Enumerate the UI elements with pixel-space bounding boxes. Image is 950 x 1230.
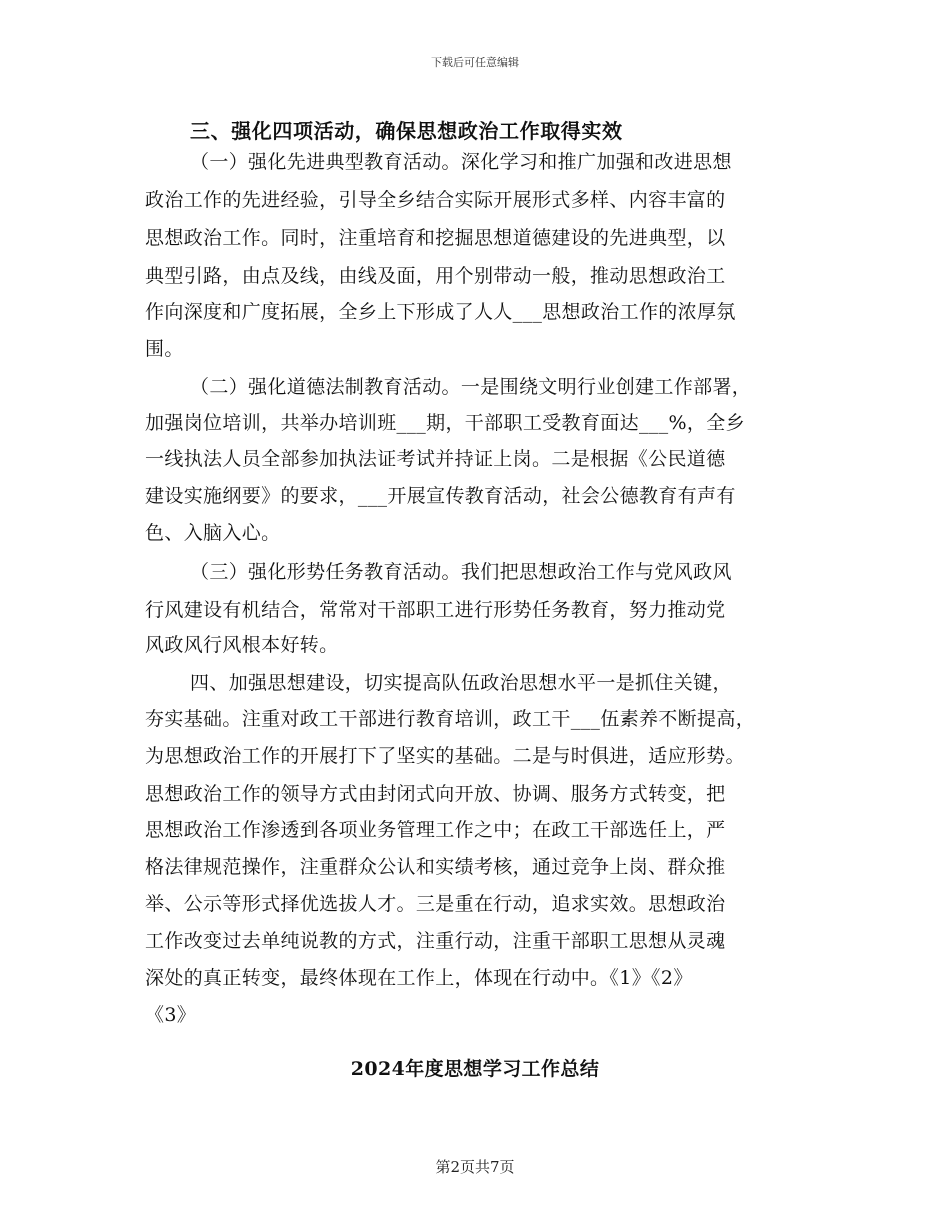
body-line: 《3》: [145, 1004, 197, 1026]
body-line: （三）强化形势任务教育活动。我们把思想政治工作与党风政风: [190, 561, 732, 583]
body-line: 举、公示等形式择优选拔人才。三是重在行动，追求实效。思想政治: [145, 893, 726, 915]
body-line: 格法律规范操作，注重群众公认和实绩考核，通过竞争上岗、群众推: [145, 856, 726, 878]
body-line: 典型引路，由点及线，由线及面，用个别带动一般，推动思想政治工: [145, 265, 726, 287]
body-line: 色、入脑入心。: [145, 522, 281, 544]
body-line: 工作改变过去单纯说教的方式，注重行动，注重干部职工思想从灵魂: [145, 930, 726, 952]
body-line: 作向深度和广度拓展，全乡上下形成了人人___思想政治工作的浓厚氛: [145, 301, 736, 323]
body-line: 思想政治工作的领导方式由封闭式向开放、协调、服务方式转变，把: [145, 783, 726, 805]
page-header-note: 下载后可任意编辑: [431, 56, 519, 69]
section-heading: 三、强化四项活动，确保思想政治工作取得实效: [190, 119, 623, 143]
body-line: 思想政治工作渗透到各项业务管理工作之中；在政工干部选任上，严: [145, 819, 726, 841]
document-title: 2024年度思想学习工作总结: [350, 1058, 600, 1080]
body-line: 夯实基础。注重对政工干部进行教育培训，政工干___伍素养不断提高，: [145, 708, 756, 730]
body-line: 深处的真正转变，最终体现在工作上，体现在行动中。《1》《2》: [145, 967, 693, 989]
body-line: 为思想政治工作的开展打下了坚实的基础。二是与时俱进，适应形势。: [145, 745, 745, 767]
body-line: 一线执法人员全部参加执法证考试并持证上岗。二是根据《公民道德: [145, 448, 726, 470]
body-line: 政治工作的先进经验，引导全乡结合实际开展形式多样、内容丰富的: [145, 189, 726, 211]
body-line: 风政风行风根本好转。: [145, 634, 339, 656]
body-line: 建设实施纲要》的要求，___开展宣传教育活动，社会公德教育有声有: [145, 485, 736, 507]
body-line: （二）强化道德法制教育活动。一是围绕文明行业创建工作部署，: [190, 376, 752, 398]
body-line: 加强岗位培训，共举办培训班___期，干部职工受教育面达___%，全乡: [145, 412, 745, 434]
body-line: 四、加强思想建设，切实提高队伍政治思想水平一是抓住关键，: [190, 672, 732, 694]
body-line: 思想政治工作。同时，注重培育和挖掘思想道德建设的先进典型，以: [145, 227, 726, 249]
page-number-footer: 第2页共7页: [435, 1158, 515, 1176]
body-line: 行风建设有机结合，常常对干部职工进行形势任务教育，努力推动党: [145, 599, 726, 621]
body-line: （一）强化先进典型教育活动。深化学习和推广加强和改进思想: [190, 151, 732, 173]
body-line: 围。: [145, 338, 184, 360]
